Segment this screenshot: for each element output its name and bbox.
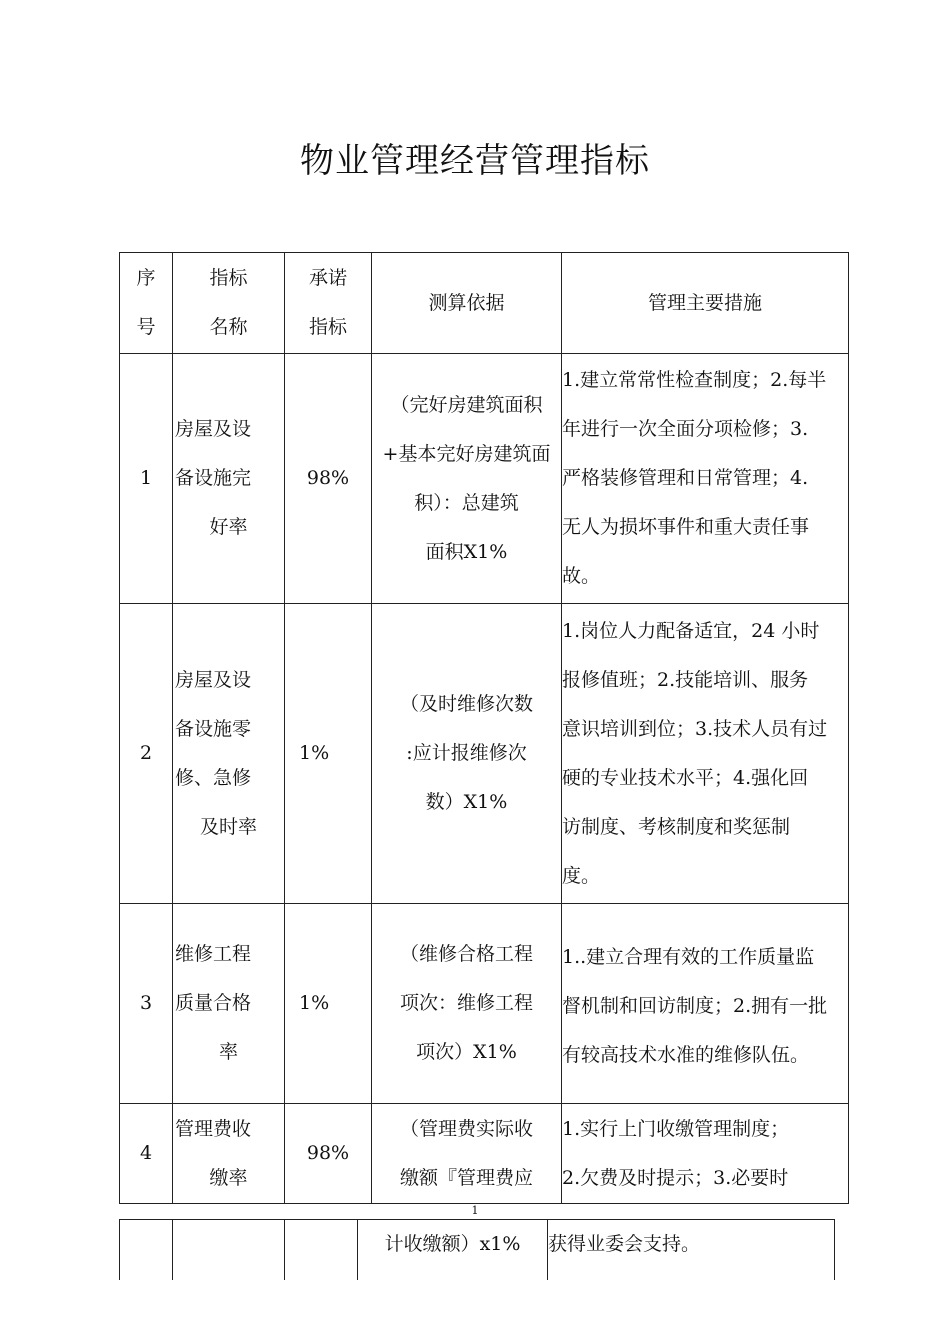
cont-target [285,1220,358,1281]
cont-measures: 获得业委会支持。 [548,1220,835,1281]
header-name: 指标 名称 [173,253,285,354]
continuation-table [119,1219,835,1280]
row-seq: 2 [120,604,173,904]
header-row [120,253,849,354]
row-basis: （完好房建筑面积 +基本完好房建筑面 积）：总建筑 面积X1% [372,354,562,604]
row-seq: 4 [120,1104,173,1204]
table-row [120,354,849,604]
row-target: 1% [285,604,372,904]
row-basis: （维修合格工程 项次：维修工程 项次）X1% [372,904,562,1104]
header-seq: 序 号 [120,253,173,354]
row-target: 98% [285,354,372,604]
row-basis: （及时维修次数 :应计报维修次 数）X1% [372,604,562,904]
cont-basis: 计收缴额）x1% [358,1220,548,1281]
table-row [120,904,849,1104]
row-name: 房屋及设 备设施完 好率 [173,354,285,604]
header-target: 承诺 指标 [285,253,372,354]
header-measures: 管理主要措施 [562,253,849,354]
row-basis: （管理费实际收 缴额『管理费应 [372,1104,562,1204]
cont-name [173,1220,285,1281]
row-measures: 1..建立合理有效的工作质量监 督机制和回访制度；2.拥有一批 有较高技术水准的维修队伍。 [562,904,849,1104]
table-row [120,1104,849,1204]
row-name: 房屋及设 备设施零 修、急修 及时率 [173,604,285,904]
table-row [120,1220,835,1281]
row-name: 管理费收 缴率 [173,1104,285,1204]
row-target: 1% [285,904,372,1104]
header-basis: 测算依据 [372,253,562,354]
table-row [120,604,849,904]
row-measures: 1.建立常常性检查制度；2.每半 年进行一次全面分项检修；3. 严格装修管理和日常管理；4. 无人为损坏事件和重大责任事 故。 [562,354,849,604]
row-measures: 1.实行上门收缴管理制度； 2.欠费及时提示；3.必要时 [562,1104,849,1204]
row-seq: 3 [120,904,173,1104]
row-target: 98% [285,1104,372,1204]
row-measures: 1.岗位人力配备适宜，24 小时 报修值班；2.技能培训、服务 意识培训到位；3.技术人员有过 硬的专业技术水平；4.强化回 访制度、考核制度和奖惩制 度。 [562,604,849,904]
row-seq: 1 [120,354,173,604]
page-number: 1 [471,1204,479,1217]
cont-seq [120,1220,173,1281]
page-title: 物业管理经营管理指标 [300,141,650,181]
row-name: 维修工程 质量合格 率 [173,904,285,1104]
metrics-table [119,252,849,1204]
